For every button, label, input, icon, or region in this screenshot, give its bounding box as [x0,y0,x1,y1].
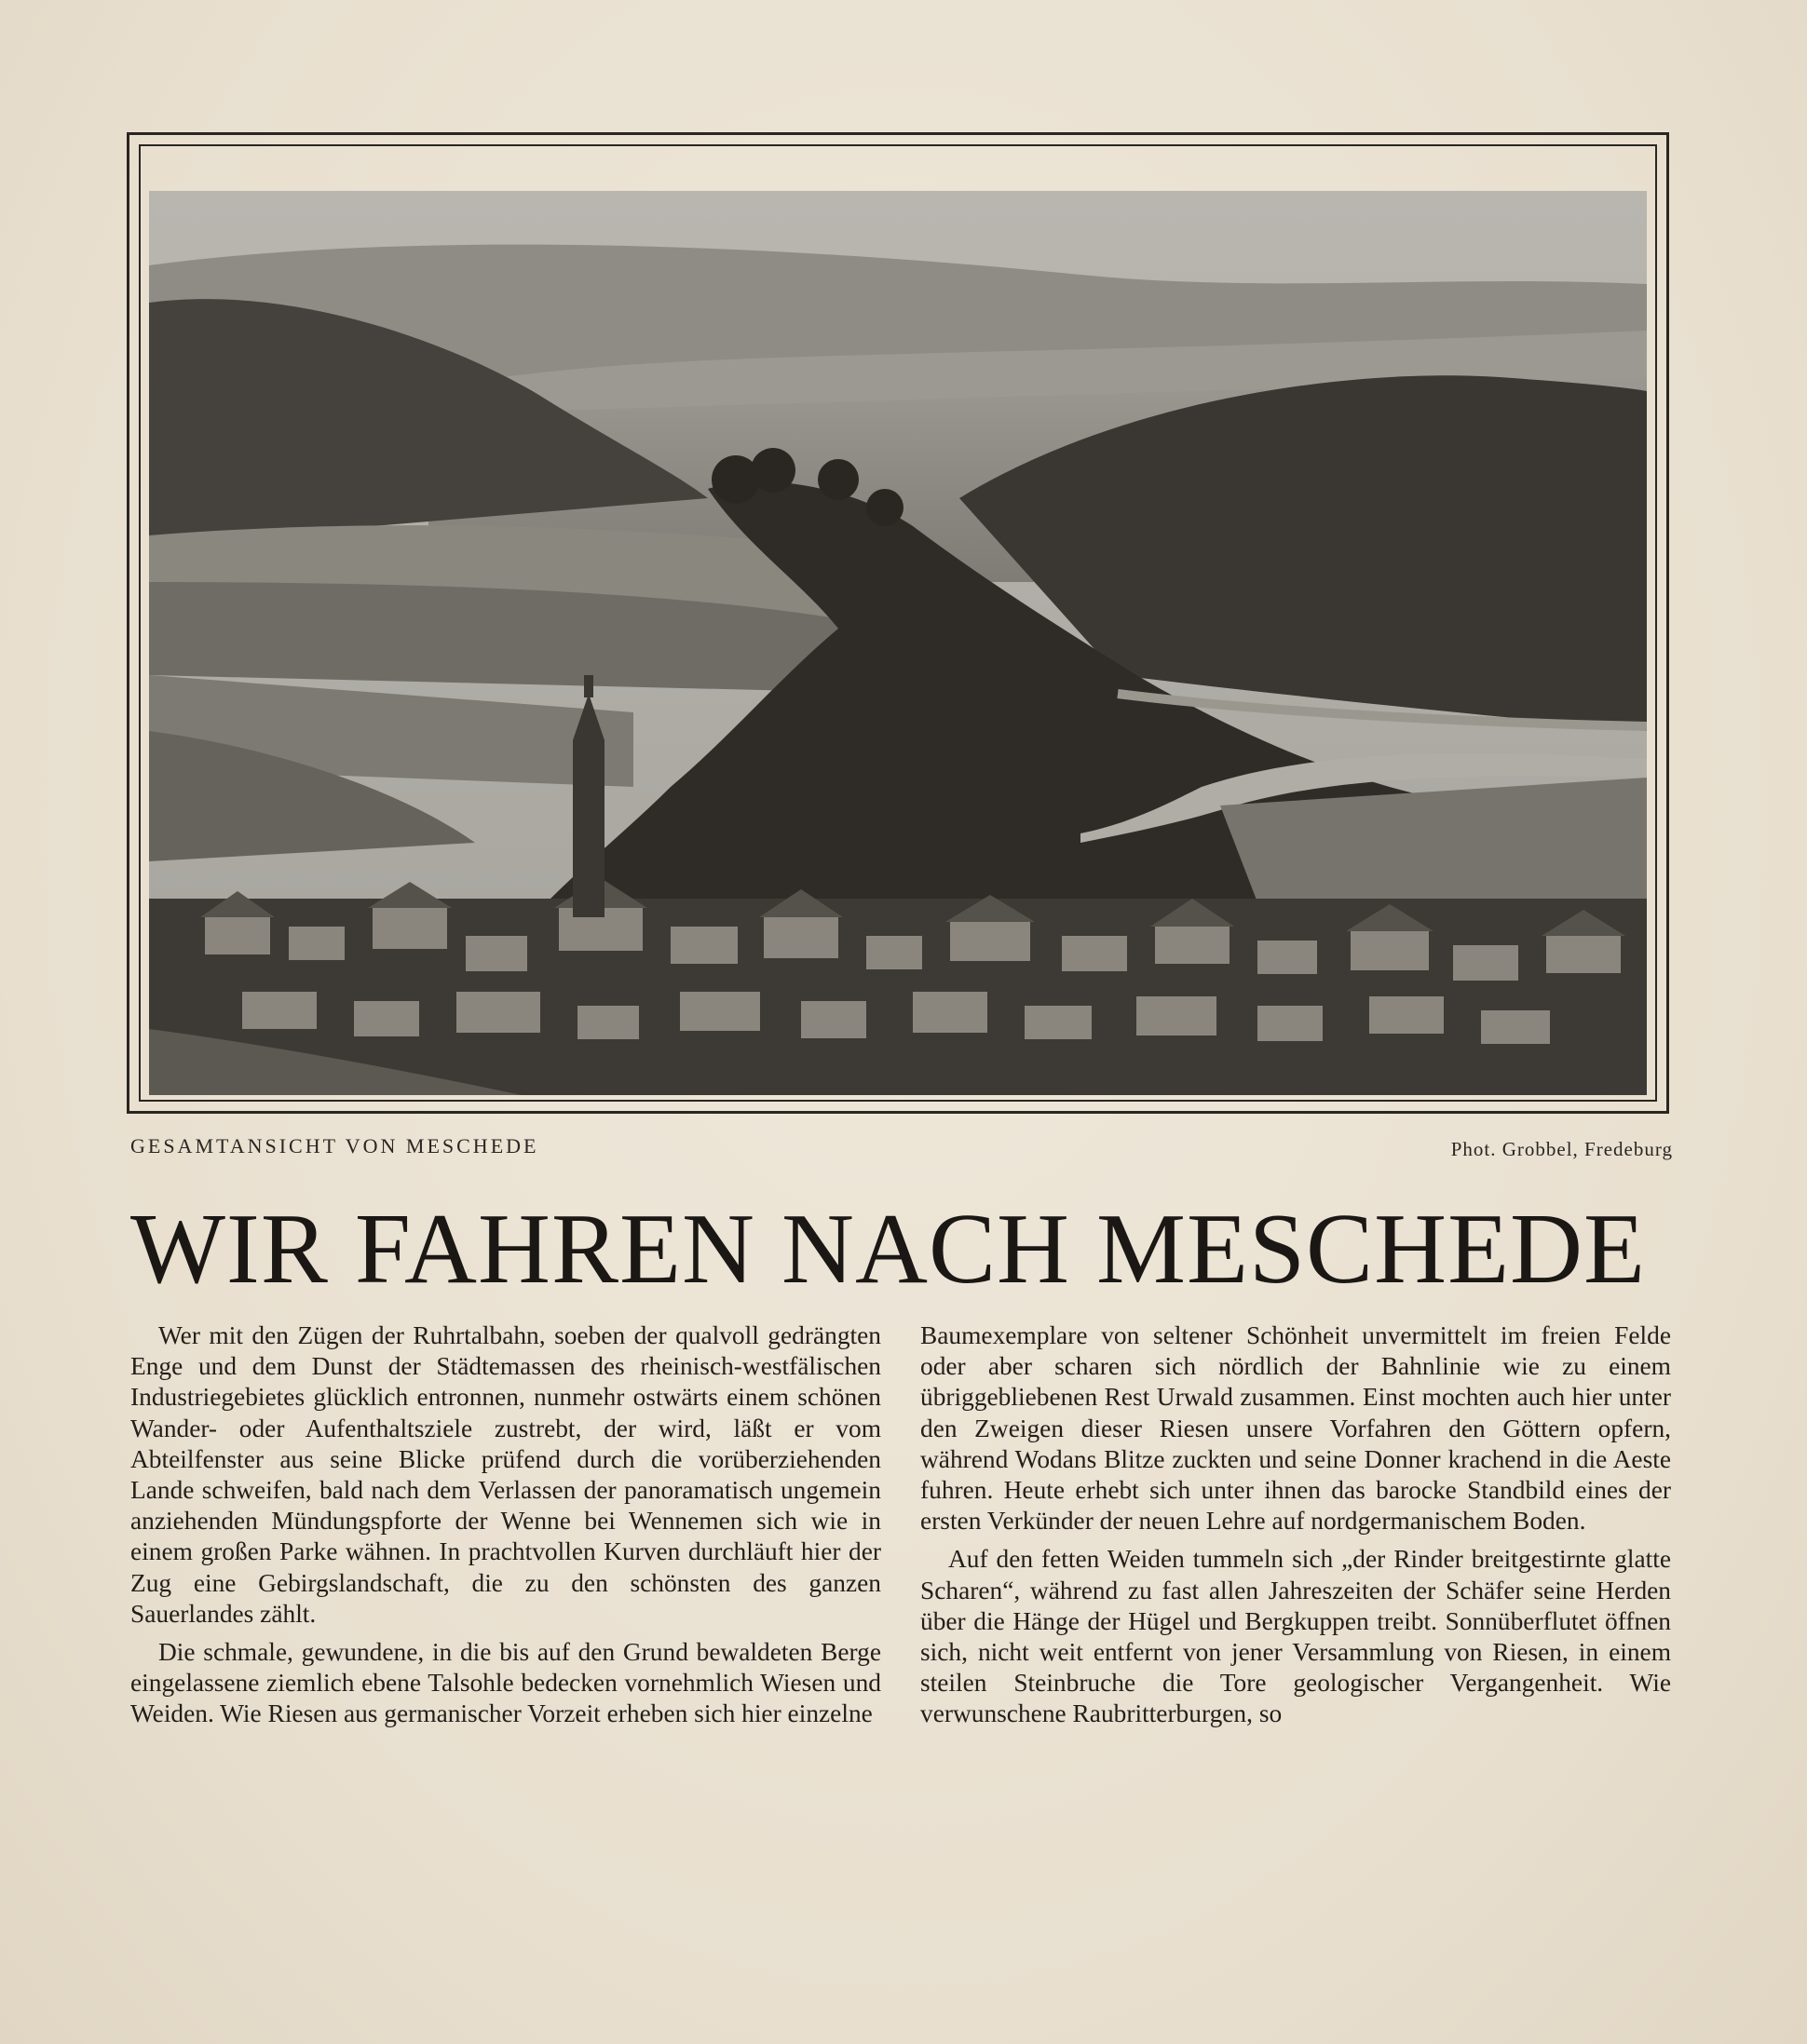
paragraph: Wer mit den Zügen der Ruhrtalbahn, soeben der qualvoll gedrängten Enge und dem Dunst der Städtemassen des rheinisch-westfälischen Industriegebietes glücklich entronnen, nunmehr ostwärts einem schönen Wander- oder Aufenthaltsziele zustrebt, der wird, läßt er vom Abteilfenster aus seine Blicke prüfend durch die vorüberziehenden Lande schweifen, bald nach dem Verlassen der panoramatisch ungemein anziehenden Mündungspforte der Wenne bei Wennemen sich wie in einem großen Parke wähnen. In prachtvollen Kurven durchläuft hier der Zug eine Gebirgslandschaft, die zu den schönsten des ganzen Sauerlandes zählt. [130,1321,881,1628]
paragraph: Die schmale, gewundene, in die bis auf den Grund bewaldeten Berge eingelassene ziemlich ebene Talsohle bedecken vornehmlich Wiesen und Weiden. Wie Riesen aus germanischer Vorzeit erheben sich hier einzelne [130,1638,881,1728]
landscape-illustration [149,191,1647,1095]
article-column-left [130,1320,881,1738]
town-panorama-photo [149,191,1647,1095]
article-title: WIR FAHREN NACH MESCHEDE [130,1194,1647,1305]
article-column-right [920,1320,1671,1738]
photo-caption: GESAMTANSICHT VON MESCHEDE [130,1134,539,1157]
paragraph: Baumexemplare von seltener Schönheit unvermittelt im freien Felde oder aber scharen sich nördlich der Bahnlinie wie zu einem übriggebliebenen Rest Urwald zusammen. Einst mochten auch hier unter den Zweigen dieser Riesen unsere Vorfahren den Göttern opfern, während Wodans Blitze zuckten und seine Donner krachend in die Aeste fuhren. Heute erhebt sich unter ihnen das barocke Standbild eines der ersten Verkünder der neuen Lehre auf nordgermanischem Boden. [920,1321,1671,1536]
paragraph: Auf den fetten Weiden tummeln sich „der Rinder breitgestirnte glatte Scharen“, während zu fast allen Jahreszeiten der Schäfer seine Herden über die Hänge der Hügel und Bergkuppen treibt. Sonnüberflutet öffnen sich, nicht weit entfernt von jener Versammlung von Riesen, in einem steilen Steinbruche die Tore geologischer Vergangenheit. Wie verwunschene Raubritterburgen, so [920,1545,1671,1728]
photo-credit: Phot. Grobbel, Fredeburg [1450,1138,1673,1160]
